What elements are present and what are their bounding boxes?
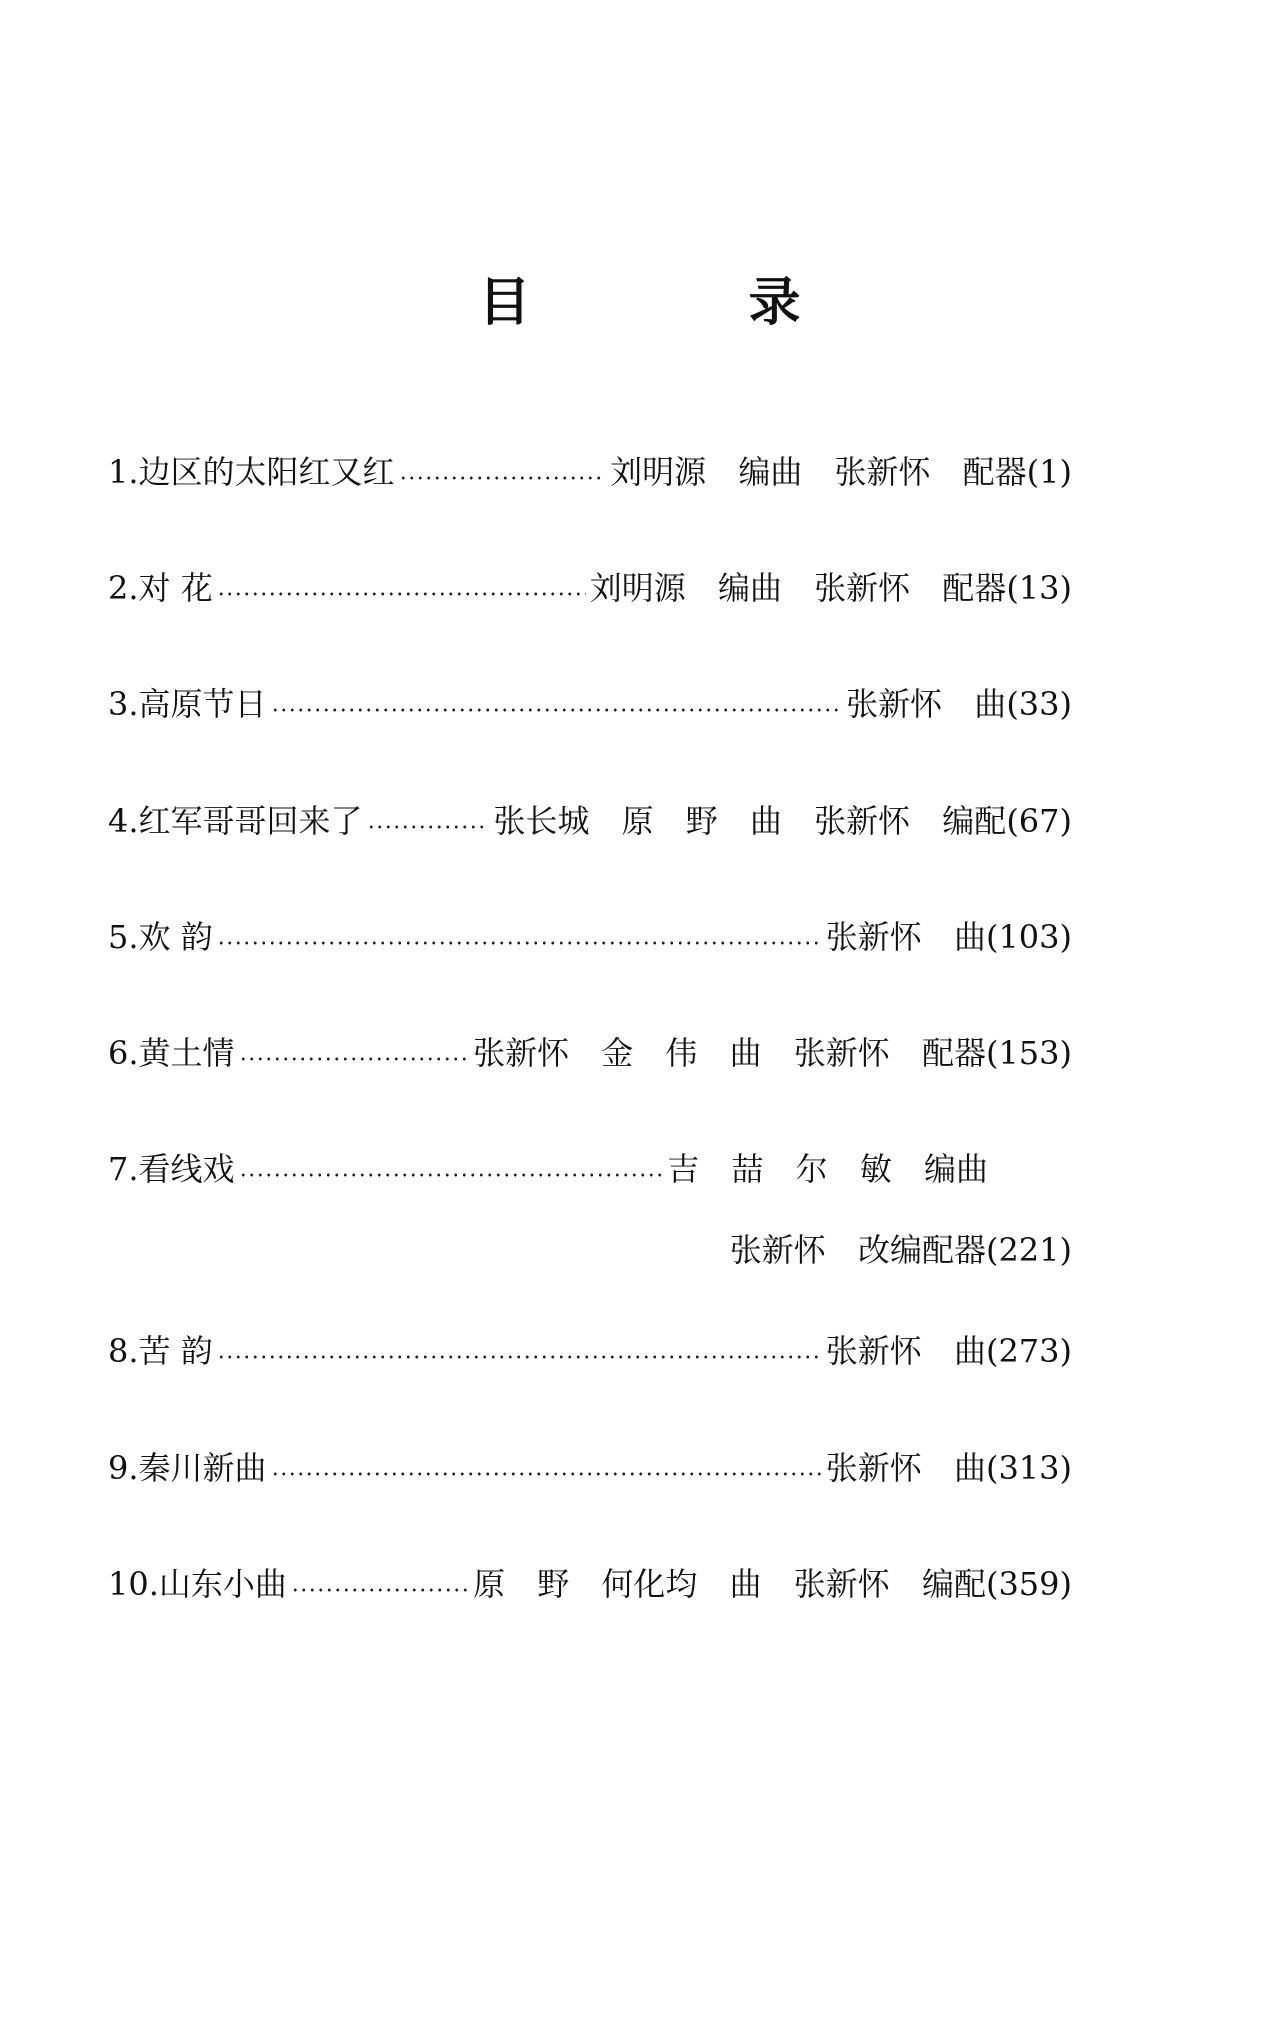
toc-entry <box>108 1560 1072 1608</box>
entry-credits: 张新怀 曲 <box>846 685 1007 723</box>
entry-credits: 刘明源 编曲 张新怀 配器 <box>610 453 1027 491</box>
entry-title: 6.黄土情 <box>108 1034 235 1072</box>
entry-page-number: (33) <box>1006 685 1072 723</box>
entry-title: 9.秦川新曲 <box>108 1449 267 1487</box>
entry-credits: 原 野 何化均 曲 张新怀 编配 <box>473 1565 986 1603</box>
toc-entry <box>108 1029 1072 1077</box>
toc-entry <box>108 1145 988 1193</box>
dot-leader <box>399 476 607 480</box>
toc-entry <box>108 680 1072 728</box>
dot-leader <box>271 1472 822 1476</box>
dot-leader <box>217 1355 822 1359</box>
toc-entry <box>108 564 1072 612</box>
toc-entry <box>108 797 1072 845</box>
entry-credits: 刘明源 编曲 张新怀 配器 <box>589 569 1007 607</box>
entry-title: 8.苦 韵 <box>108 1332 213 1370</box>
toc-entry <box>108 448 1072 496</box>
toc-entry <box>108 1327 1072 1375</box>
toc-entry <box>108 913 1072 961</box>
entry-page-number: (359) <box>985 1565 1072 1603</box>
entry-page-number: (313) <box>985 1449 1072 1487</box>
entry-title: 10.山东小曲 <box>108 1565 287 1603</box>
toc-entry <box>108 1444 1072 1492</box>
entry-credits: 张新怀 曲 <box>825 918 986 956</box>
entry-title: 1.边区的太阳红又红 <box>108 453 395 491</box>
entry-title: 7.看线戏 <box>108 1150 235 1188</box>
toc-entry-continuation <box>108 1226 1072 1274</box>
entry-credits: 张新怀 金 伟 曲 张新怀 配器 <box>473 1034 986 1072</box>
entry-page-number: (273) <box>985 1332 1072 1370</box>
dot-leader <box>239 1057 470 1061</box>
dot-leader <box>217 592 586 596</box>
entry-title: 3.高原节日 <box>108 685 267 723</box>
dot-leader <box>291 1588 469 1592</box>
entry-page-number: (1) <box>1026 453 1072 491</box>
entry-credits: 张新怀 曲 <box>825 1449 986 1487</box>
entry-credits: 吉 喆 尔 敏 编曲 <box>667 1150 988 1188</box>
entry-title: 5.欢 韵 <box>108 918 213 956</box>
entry-page-number: (153) <box>985 1034 1072 1072</box>
dot-leader <box>217 941 822 945</box>
entry-title: 4.红军哥哥回来了 <box>108 802 363 840</box>
dot-leader <box>239 1173 664 1177</box>
entry-page-number: (13) <box>1006 569 1072 607</box>
dot-leader <box>271 708 843 712</box>
entry-credits: 张长城 原 野 曲 张新怀 编配 <box>493 802 1007 840</box>
entry-credits-line2: 张新怀 改编配器 <box>729 1231 986 1269</box>
entry-credits: 张新怀 曲 <box>825 1332 986 1370</box>
entry-title: 2.对 花 <box>108 569 213 607</box>
dot-leader <box>367 825 490 829</box>
page-title: 目 录 <box>478 272 901 333</box>
entry-page-number: (221) <box>985 1231 1072 1269</box>
entry-page-number: (103) <box>985 918 1072 956</box>
entry-page-number: (67) <box>1006 802 1072 840</box>
